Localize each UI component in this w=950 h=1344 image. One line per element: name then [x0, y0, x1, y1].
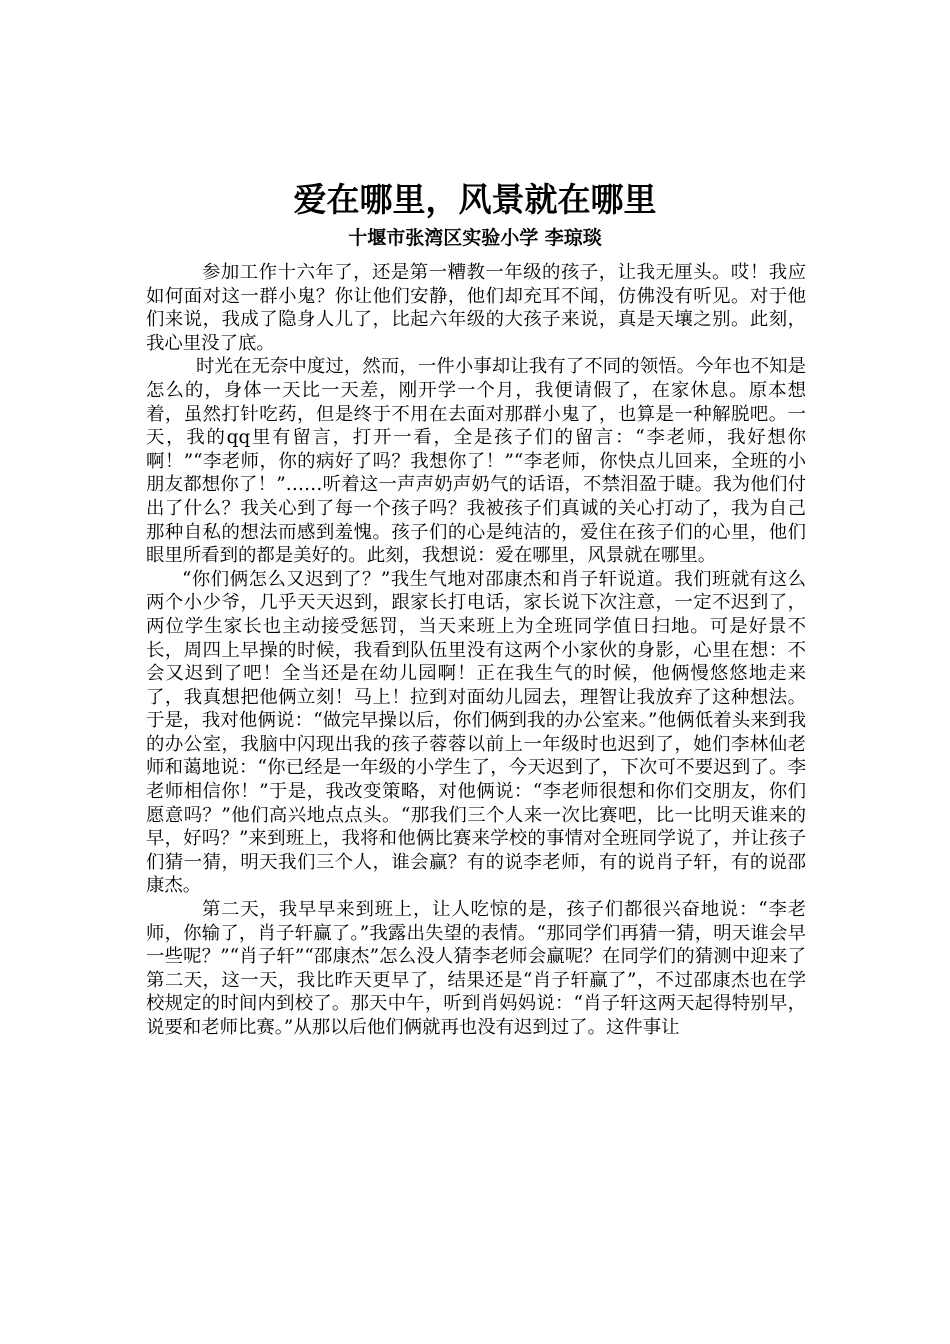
- paragraph: 参加工作十六年了，还是第一糟教一年级的孩子，让我无厘头。哎！我应如何面对这一群小鬼？你让他们安静，他们却充耳不闻，仿佛没有听见。对于他们来说，我成了隐身人儿了，比起六年级的大孩子来说，真是天壤之别。此刻，我心里没了底。: [146, 262, 806, 354]
- paragraph: 时光在无奈中度过，然而，一件小事却让我有了不同的领悟。今年也不知是怎么的，身体一天比一天差，刚开学一个月，我便请假了，在家休息。原本想着，虽然打针吃药，但是终于不用在去面对那群小鬼了，也算是一种解脱吧。一天，我的qq里有留言，打开一看，全是孩子们的留言：“李老师，我好想你啊！”“李老师，你的病好了吗？我想你了！”“李老师，你快点儿回来，全班的小朋友都想你了！”……听着这一声声奶声奶气的话语，不禁泪盈于睫。我为他们付出了什么？我关心到了每一个孩子吗？我被孩子们真诚的关心打动了，我为自己那种自私的想法而感到羞愧。孩子们的心是纯洁的，爱住在孩子们的心里，他们眼里所看到的都是美好的。此刻，我想说：爱在哪里，风景就在哪里。: [146, 356, 806, 567]
- paragraph: “你们俩怎么又迟到了？”我生气地对邵康杰和肖子轩说道。我们班就有这么两个小少爷，几乎天天迟到，跟家长打电话，家长说下次注意，一定不迟到了，两位学生家长也主动接受惩罚，当天来班上为全班同学值日扫地。可是好景不长，周四上早操的时候，我看到队伍里没有这两个小家伙的身影，心里在想：不会又迟到了吧！全当还是在幼儿园啊！正在我生气的时候，他俩慢悠悠地走来了，我真想把他俩立刻！马上！拉到对面幼儿园去，理智让我放弃了这种想法。于是，我对他俩说：“做完早操以后，你们俩到我的办公室来。”他俩低着头来到我的办公室，我脑中闪现出我的孩子蓉蓉以前上一年级时也迟到了，她们李林仙老师和蔼地说：“你已经是一年级的小学生了，今天迟到了，下次可不要迟到了。李老师相信你！”于是，我改变策略，对他俩说：“李老师很想和你们交朋友，你们愿意吗？”他们高兴地点点头。“那我们三个人来一次比赛吧，比一比明天谁来的早，好吗？”来到班上，我将和他俩比赛来学校的事情对全班同学说了，并让孩子们猜一猜，明天我们三个人，谁会赢？有的说李老师，有的说肖子轩，有的说邵康杰。: [146, 568, 806, 897]
- document-title: 爱在哪里，风景就在哪里: [293, 180, 657, 219]
- document-author: 十堰市张湾区实验小学 李琼琰: [348, 227, 602, 249]
- document-body: [146, 261, 806, 1040]
- paragraph: 第二天，我早早来到班上，让人吃惊的是，孩子们都很兴奋地说：“李老师，你输了，肖子轩赢了。”我露出失望的表情。“那同学们再猜一猜，明天谁会早一些呢？”“肖子轩”“邵康杰”怎么没人猜李老师会赢呢？在同学们的猜测中迎来了第二天，这一天，我比昨天更早了，结果还是“肖子轩赢了”，不过邵康杰也在学校规定的时间内到校了。那天中午，听到肖妈妈说：“肖子轩这两天起得特别早，说要和老师比赛。”从那以后他们俩就再也没有迟到过了。这件事让: [146, 899, 806, 1038]
